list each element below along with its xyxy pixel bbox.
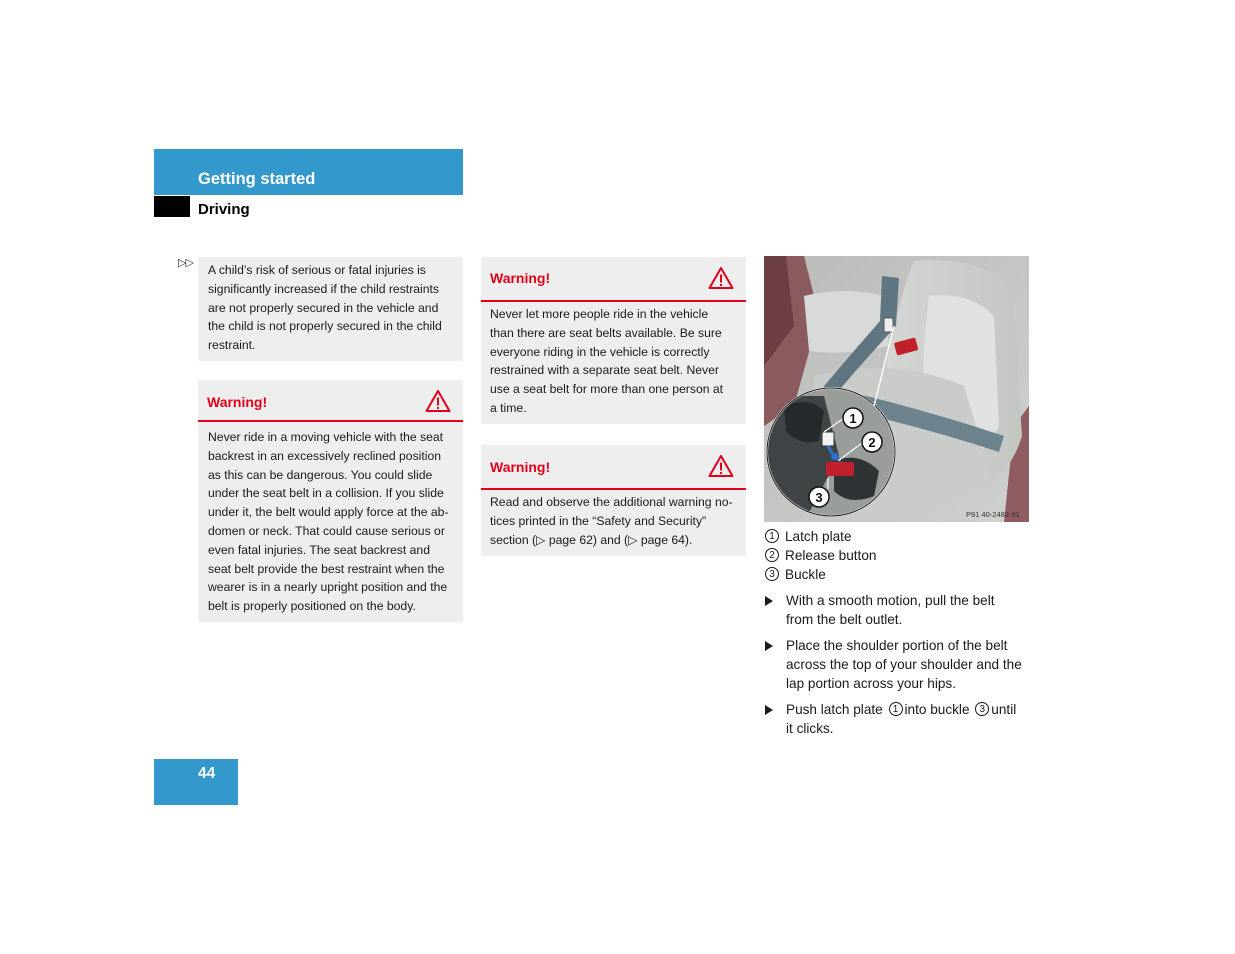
warning-body [490,305,746,418]
warning-line: Read and observe the additional warning no- [490,495,733,509]
warning-box-additional [481,445,746,556]
inline-ref-number: 1 [889,702,903,716]
warning-line: Never ride in a moving vehicle with the seat [208,430,444,444]
warning-line: tices printed in the “Safety and Security” [490,513,707,528]
warning-line: wearer is in a nearly upright position and the [208,580,448,595]
instruction-step [765,636,1035,693]
svg-text:2: 2 [868,435,876,450]
page-number-box [154,759,238,805]
warning-line: as this can be dangerous. You could slide [208,467,433,482]
warning-label: Warning! [490,459,551,475]
step-text: Push latch plate 1 into buckle 3 until it clicks. [786,702,1017,736]
legend-item-buckle [765,565,826,584]
svg-text:3: 3 [815,490,823,505]
warning-line: under the seat belt in a collision. If you slide [208,486,444,501]
warning-line: under it, the belt would apply force at the ab- [208,505,449,520]
intro-text: A child’s risk of serious or fatal injuries is significantly increased if the child restraints are not properly secured in the vehicle and the child is not properly secured in the child restraint. [208,263,442,353]
legend-label: Latch plate [785,529,852,544]
step-text: Place the shoulder portion of the belt across the top of your shoulder and the lap portion across your hips. [786,638,1022,691]
instruction-step [765,591,1035,629]
subsection-title: Driving [198,201,250,218]
warning-line: a time. [490,400,527,415]
step-bullet-icon [765,641,773,651]
warning-line: belt is properly positioned on the body. [208,599,416,614]
step-bullet-icon [765,596,773,606]
svg-text:1: 1 [849,411,857,426]
warning-line: seat belt provide the best restraint when the [208,561,445,576]
photo-callout-3 [809,487,829,507]
continuation-mark: ▷▷ [178,257,193,269]
page-number: 44 [198,765,216,782]
warning-label: Warning! [207,394,268,410]
step-text: With a smooth motion, pull the belt from the belt outlet. [786,593,995,627]
warning-box-occupancy [481,257,746,424]
seat-belt-photo [764,256,1029,522]
legend-label: Buckle [785,567,826,582]
warning-line: domen or neck. That could cause serious or [208,523,445,538]
warning-line: restrained with a separate seat belt. Never [490,363,719,378]
warning-triangle-icon [708,454,734,478]
instruction-step [765,700,1035,738]
legend-item-latch-plate [765,527,852,546]
photo-code: P91 40-2482-31 [966,510,1020,519]
legend-number: 3 [765,567,779,581]
warning-triangle-icon [425,389,451,413]
section-tab-marker [154,196,190,217]
warning-header [481,445,746,490]
photo-callout-1 [843,408,863,428]
warning-line: Never let more people ride in the vehicle [490,307,709,321]
intro-box [198,257,463,361]
inline-ref-number: 3 [975,702,989,716]
legend-number: 2 [765,548,779,562]
legend-number: 1 [765,529,779,543]
warning-body [490,493,746,549]
legend-label: Release button [785,548,877,563]
warning-header [481,257,746,302]
warning-line: than there are seat belts available. Be sure [490,325,722,340]
photo-callout-2 [862,432,882,452]
step-bullet-icon [765,705,773,715]
warning-line: even fatal injuries. The seat backrest and [208,542,430,557]
warning-box-reclined [198,380,463,622]
warning-triangle-icon [708,266,734,290]
section-title: Getting started [198,170,316,188]
warning-body [208,428,463,616]
warning-line: everyone riding in the vehicle is correctly [490,344,710,359]
warning-line: use a seat belt for more than one person at [490,382,724,397]
warning-header [198,380,463,422]
warning-line: section (▷ page 62) and (▷ page 64). [490,532,693,547]
warning-line: backrest in an excessively reclined position [208,448,442,463]
legend-item-release-button [765,546,876,565]
warning-label: Warning! [490,270,551,286]
